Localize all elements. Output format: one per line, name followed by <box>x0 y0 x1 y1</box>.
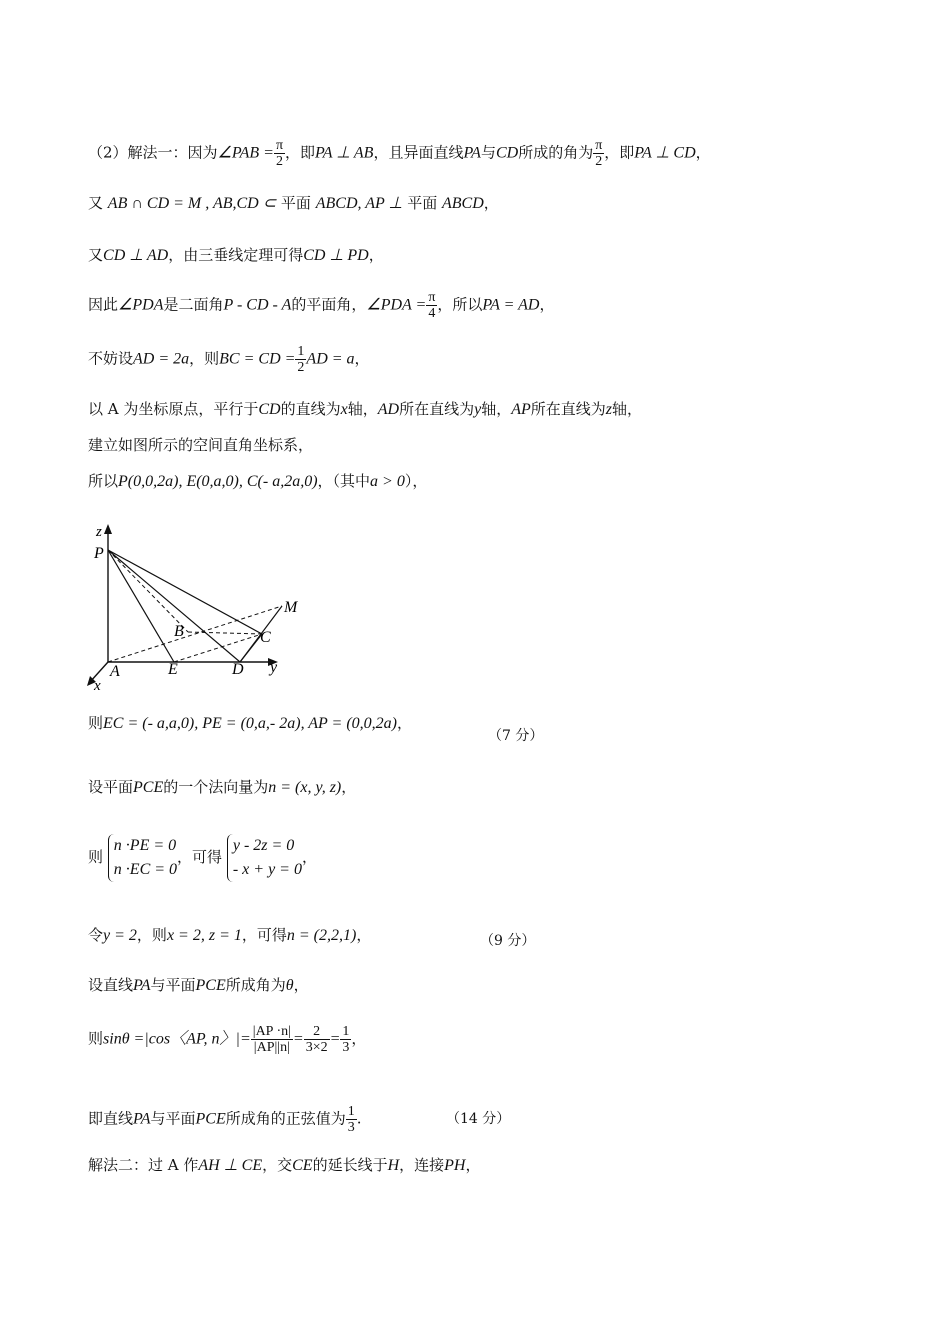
math: EC = (- a,a,0), PE = (0,a,- 2a), AP = (0,0,2a) <box>103 715 397 732</box>
text: ， <box>351 1029 367 1048</box>
math: y = 2 <box>103 927 137 944</box>
numerator: π <box>275 138 284 153</box>
coordinate-figure <box>84 518 314 694</box>
text: ，（其中 <box>317 472 371 490</box>
numerator: π <box>595 138 603 153</box>
fraction <box>346 1104 357 1135</box>
math: PA ⊥ AB <box>315 144 374 162</box>
line-10 <box>88 776 356 799</box>
text: 因此 <box>88 295 119 314</box>
math: ABCD, AP ⊥ <box>315 195 403 212</box>
line-11 <box>88 834 317 882</box>
math: x <box>340 401 348 418</box>
text: ，可得 <box>177 848 223 866</box>
text: 即直线 <box>88 1109 134 1128</box>
math: AD <box>377 401 400 418</box>
denominator: 3×2 <box>305 1040 328 1055</box>
text: ， <box>356 926 372 944</box>
math: CD <box>258 401 281 418</box>
math: PH <box>444 1157 466 1174</box>
edge-PC <box>108 550 262 634</box>
text: 令 <box>88 926 104 944</box>
text: ， <box>539 295 555 314</box>
text: 轴， <box>612 400 643 418</box>
math: AB ∩ CD = M , AB,CD ⊂ <box>107 195 277 212</box>
text: 所以 <box>88 472 119 490</box>
text: ，可得 <box>241 926 287 944</box>
math: AD = a <box>306 350 355 368</box>
numerator: 1 <box>347 1104 355 1119</box>
equation: - x + y = 0 <box>232 861 302 878</box>
math: AP <box>511 401 531 418</box>
text: 则 <box>88 714 104 732</box>
line-13 <box>88 974 309 997</box>
equation-system-2 <box>227 834 302 882</box>
math: PA <box>463 144 481 162</box>
label-D: D <box>232 661 244 678</box>
math: ∠PAB = <box>217 144 274 162</box>
label-M: M <box>284 599 298 616</box>
math: = <box>329 1030 341 1048</box>
math: a > 0 <box>370 473 405 490</box>
line-6 <box>88 398 642 421</box>
line-16 <box>88 1154 481 1177</box>
math: CD <box>495 144 519 162</box>
text: 则 <box>88 848 104 866</box>
numerator: 1 <box>297 344 305 359</box>
text: ，所以 <box>437 295 483 314</box>
score-7: （7 分） <box>488 728 544 744</box>
label-C: C <box>260 629 271 646</box>
text: 与平面 <box>150 976 196 994</box>
text: （2）解法一：因为 <box>88 143 218 162</box>
equation-system-1 <box>108 834 177 882</box>
equation: n ·PE = 0 <box>113 837 177 854</box>
label-B: B <box>174 623 184 640</box>
text: ， <box>341 778 357 796</box>
text: 轴， <box>347 400 378 418</box>
math: z <box>605 401 613 418</box>
math: CD ⊥ PD <box>303 247 369 264</box>
equation: n ·EC = 0 <box>113 861 178 878</box>
denominator: 2 <box>275 154 283 169</box>
text: 与平面 <box>150 1109 196 1128</box>
text: 的一个法向量为 <box>163 778 269 796</box>
denominator: 2 <box>297 360 305 375</box>
text: 轴， <box>481 400 512 418</box>
math: BC = CD = <box>219 350 296 368</box>
math: AD = 2a <box>133 350 190 368</box>
text: 平面 <box>407 194 438 212</box>
fraction <box>251 1024 293 1055</box>
denominator: 3 <box>342 1040 350 1055</box>
math: P - CD - A <box>223 296 292 314</box>
math: ∠PDA = <box>366 296 427 314</box>
text: 解法二：过 A 作 <box>88 1156 199 1174</box>
line-7 <box>88 434 313 456</box>
numerator: 1 <box>342 1024 350 1039</box>
line-8 <box>88 470 427 493</box>
z-axis-arrow <box>104 524 112 534</box>
edge-PE <box>108 550 174 662</box>
fraction <box>304 1024 330 1055</box>
math: PA = AD <box>482 296 540 314</box>
line-2 <box>88 192 499 215</box>
math: |cos〈AP, n〉| <box>144 1030 240 1048</box>
text: ）， <box>404 472 428 490</box>
math: PCE <box>195 1110 226 1128</box>
fraction <box>295 344 306 375</box>
line-14 <box>88 1024 366 1055</box>
text: ， <box>354 349 370 368</box>
numerator: 2 <box>304 1024 330 1040</box>
fraction <box>426 290 437 321</box>
label-y: y <box>270 659 278 676</box>
edge-PD <box>108 550 240 662</box>
text: 所成角为 <box>225 976 286 994</box>
math: PCE <box>133 779 164 796</box>
math: AH ⊥ CE <box>198 1157 263 1174</box>
math: n = (x, y, z) <box>268 779 342 796</box>
text: 的直线为 <box>280 400 341 418</box>
text: 所在直线为 <box>530 400 606 418</box>
text: 不妨设 <box>88 349 134 368</box>
label-z: z <box>96 524 102 540</box>
edge-PB <box>108 550 188 632</box>
numerator: π <box>428 290 436 305</box>
text: ，交 <box>262 1156 293 1174</box>
denominator: |AP||n| <box>253 1040 290 1055</box>
text: 则 <box>88 1029 104 1048</box>
edge-BC <box>188 632 262 634</box>
text: . <box>356 1109 362 1128</box>
denominator: 4 <box>428 306 436 321</box>
text: 又 <box>88 246 104 264</box>
label-P: P <box>94 545 104 562</box>
fraction <box>274 138 285 169</box>
text: ， <box>368 246 384 264</box>
text: 与 <box>480 143 496 162</box>
label-x: x <box>94 678 101 694</box>
fraction <box>340 1024 351 1055</box>
text: 又 <box>88 194 104 212</box>
text: ， <box>695 143 711 162</box>
line-1 <box>88 138 711 169</box>
text: ，则 <box>136 926 167 944</box>
line-15 <box>88 1104 362 1135</box>
text: 设直线 <box>88 976 134 994</box>
text: 平面 <box>280 194 311 212</box>
text: ，连接 <box>399 1156 445 1174</box>
line-12 <box>88 924 371 947</box>
line-4 <box>88 290 554 321</box>
math: y <box>474 401 482 418</box>
math: CD ⊥ AD <box>103 247 169 264</box>
math: H <box>387 1157 400 1174</box>
text: ， <box>293 976 309 994</box>
numerator: |AP ·n| <box>252 1024 291 1039</box>
text: ，且异面直线 <box>373 143 464 162</box>
math: = <box>239 1030 251 1048</box>
text: ， <box>465 1156 481 1174</box>
text: ，由三垂线定理可得 <box>168 246 304 264</box>
score-9: （9 分） <box>480 933 536 949</box>
math: = <box>292 1030 304 1048</box>
math: sinθ = <box>103 1030 145 1048</box>
text: ， <box>483 194 499 212</box>
text: 的延长线于 <box>312 1156 388 1174</box>
text: 设平面 <box>88 778 134 796</box>
text: ，即 <box>285 143 316 162</box>
line-5 <box>88 344 370 375</box>
math: CE <box>292 1157 313 1174</box>
math: PA <box>133 1110 151 1128</box>
text: 以 A 为坐标原点，平行于 <box>88 400 259 418</box>
equation: y - 2z = 0 <box>232 837 295 854</box>
math: ABCD <box>441 195 484 212</box>
fraction <box>593 138 604 169</box>
text: ， <box>397 714 413 732</box>
edge-AM <box>108 606 282 662</box>
edge-EC <box>174 634 262 662</box>
text: 所成角的正弦值为 <box>225 1109 346 1128</box>
line-3 <box>88 244 384 267</box>
text: ，则 <box>189 349 220 368</box>
label-E: E <box>168 661 178 678</box>
denominator: 3 <box>347 1120 355 1135</box>
score-14: （14 分） <box>446 1111 511 1127</box>
text: ， <box>301 848 317 866</box>
denominator: 2 <box>595 154 603 169</box>
math: n = (2,2,1) <box>286 927 357 944</box>
text: 建立如图所示的空间直角坐标系， <box>88 436 314 454</box>
math: PA <box>133 977 151 994</box>
math: ∠PDA <box>118 296 164 314</box>
math: PA ⊥ CD <box>634 144 696 162</box>
text: 的平面角， <box>291 295 367 314</box>
line-9 <box>88 712 412 735</box>
math: PCE <box>195 977 226 994</box>
math: θ <box>285 977 294 994</box>
math: P(0,0,2a), E(0,a,0), C(- a,2a,0) <box>118 473 318 490</box>
text: 是二面角 <box>163 295 224 314</box>
label-A: A <box>110 663 120 680</box>
text: 所在直线为 <box>399 400 475 418</box>
text: ，即 <box>604 143 635 162</box>
text: 所成的角为 <box>518 143 594 162</box>
math: x = 2, z = 1 <box>166 927 242 944</box>
